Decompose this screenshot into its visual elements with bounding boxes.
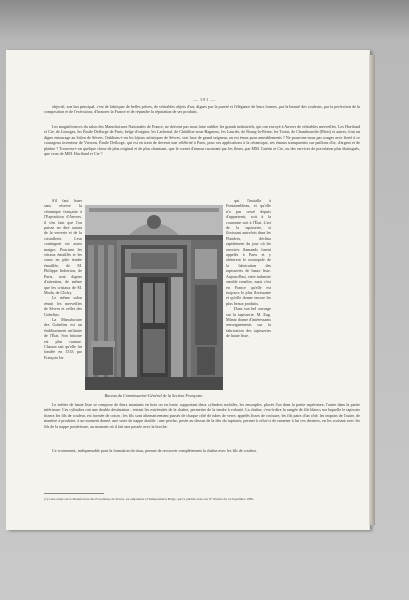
footnote-rule [44, 493, 104, 494]
paragraph-2-text: Les magnificences du salon des Manufactures Nationales de France, ne doivent pas nous faire oublier les grands industriels, qui ont envoyé à Anvers de véritables merveilles. Les Haviland et Cie, de Limoges, les Émile Deflorge de Paris, belge d'origine, les Lachenal, de Châtillon-sous-Bagneux, les Lauriès, de Bourg-la-Reine, les Tortat, de Chambourdie (Blois) et autres, font un digne entourage au Salon de Sèvres. Oublions-t-on les bijoux artistiques de Sèvres, vrai luxe de grand seigneur, on est émus pour ameublements ? Ne pourrons-nous pas songer avec fierté à ce courageux inventeur de Vierzon, Émile Deflorge, qui est en train de devenir une célébrité à Paris, pour ses applications à la céramique, ses émaux transparents sur paillons d'or, d'argent et de platine ? Trouvera-t-on quelque chose de plus original et de plus charmant, que le cornet d'amour racontant par les fleurs, par MM. Guérin et Cie, ou des services de porcelaine plus distingués, que ceux de MM. Haviland et Cie ? [44, 124, 360, 157]
paragraph-3-text: Le métier de haute lisse se compose de deux montants en bois ou en fonte, supportant deux cylindres mobiles, les ensouples, placés l'un dans la partie supérieure, l'autre dans la partie inférieure. Ces cylindres ont une double destination : retenir les extrémités de la chaîne, permettre de la tendre à volonté. La chaîne, c'est-à-dire la rangée de fils blancs sur laquelle le tapissier tissera les fils de couleur, est formée de coton ; les fils sont alternativement passés de chaque côté de tubes de verre, appelés lisses de croisure, les fils pairs d'un côté, les impairs de l'autre, de manière à produire, à un moment donné, une sorte de nappe double ; une perche, posée au dessus de la tête du tapissier, permet à celui-ci de ramener à lui ces derniers, en les croisant avec les fils de la nappe postérieure, au moment où il fait une passée avec la broche. [44, 402, 360, 429]
intro-text: objectif, son but principal, c'est de fabriquer de belles pièces, de véritables objets d'art, dignes par la pureté et l'élégance de leurs formes, par la beauté des couleurs, par la perfection de la composition et de l'exécution, d'honorer la France et de répandre la réputation de ses produits. [44, 104, 360, 115]
left-column [44, 198, 82, 360]
figure-photograph [85, 205, 223, 390]
page-edge [369, 55, 375, 525]
left-column-text-1: S'il faut louer sans réserve la céramique française à l'Exposition d'Anvers, il s'en faut que l'on puisse en dire autant de la verrerie et de la cristallerie. Leur contingent est assez maigre. Pourtant les vitraux émaillés et les vases en pâte tendre émaillée, de M. Philippe Imberton, de Paris, sont dignes d'attention, de même que les cristaux de M. Moda, de Clichy. [44, 198, 82, 295]
paragraph-4 [44, 448, 360, 453]
intro-paragraph [44, 104, 360, 115]
paragraph-4-text: Ce croisement, indispensable pour la formation du tissu, permet de recouvrir complètement la chaîne avec les fils de couleur. [52, 448, 257, 453]
left-column-text-3: La Manufacture des Gobelins est un établissement militaire de l'État. Son histoire est plus connue. Chacun sait qu'elle fut fondée en 1533 par François Ier. [44, 316, 82, 360]
right-column-text-2: Dans son bel ouvrage sur la tapisserie, M. Eug. Müntz donne d'intéressants renseignements sur la fabrication des tapisseries de haute lisse. [226, 306, 271, 339]
office-photo-illustration [85, 205, 223, 390]
footnote: (1) Cette étude sur la Manufacture des Porcelaines de Sèvres, est empruntée à l'Indépendance Belge, qui l'a publiée dans son N° illustré du 14 Septembre 1885. [44, 497, 254, 501]
page-number: — 391 — [193, 97, 216, 102]
figure-caption: Bureau du Commissariat-Général de la Section Française. [104, 393, 204, 398]
right-column [226, 198, 271, 339]
left-column-text-2: Le même salon réunit les merveilles de Sèvres et celles des Gobelins. [44, 295, 82, 317]
paragraph-2 [44, 124, 360, 156]
right-column-text-1: qui l'installa à Fontainebleau, et qu'elle n'a pas cessé depuis d'appartenir, soit à la couronne soit à l'État. L'art de la tapisserie, si florissant autrefois dans les Flandres, déclina rapidement du jour où les ouvriers flamands furent appelés à Paris et y obtinrent le monopole de la fabrication des tapisseries de haute lisse. Aujourd'hui, cette industrie semble renaître, mais c'est en France qu'elle est toujours le plus florissante et qu'elle donne encore les plus beaux produits. [226, 198, 271, 306]
paragraph-3 [44, 402, 360, 429]
